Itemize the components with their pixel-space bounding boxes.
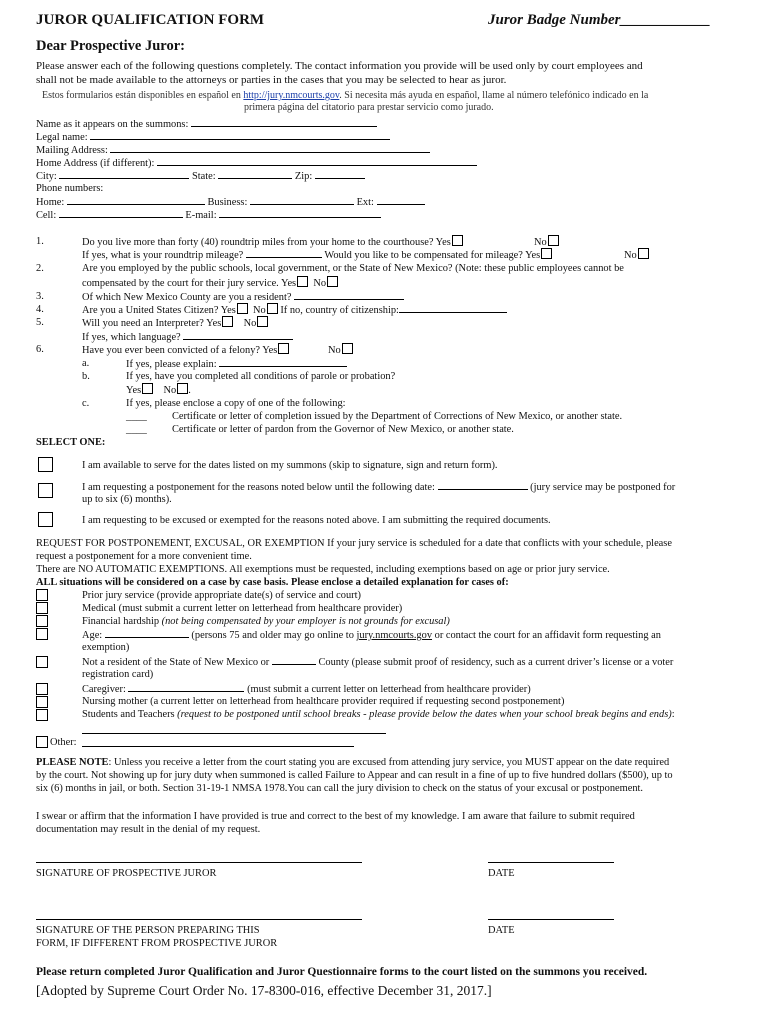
spanish-notice-line-1: Estos formularios están disponibles en español en http://jury.nmcourts.gov. Si necesita más ayuda en español, llame al número telefónico indicado en la — [42, 90, 649, 101]
reason-age: Age: (persons 75 and older may go online to jury.nmcourts.gov or contact the court for an affidavit form requesting an — [82, 630, 661, 641]
ext-input[interactable] — [377, 195, 425, 205]
home-phone-label: Home: — [36, 197, 65, 208]
return-instructions: Please return completed Juror Qualification and Juror Questionnaire forms to the court listed on the summons you received. — [36, 966, 648, 978]
q2-no-checkbox[interactable] — [327, 276, 338, 287]
reason-prior-service-checkbox[interactable] — [36, 589, 48, 601]
age-website-link[interactable]: jury.nmcourts.gov — [356, 630, 433, 641]
preparer-signature-label-2: FORM, IF DIFFERENT FROM PROSPECTIVE JUROR — [36, 938, 278, 949]
reason-other: Other: — [50, 737, 77, 748]
mileage-input[interactable] — [246, 248, 322, 258]
q4-yes-checkbox[interactable] — [237, 303, 248, 314]
select-postpone-text-2: up to six (6) months). — [82, 494, 172, 505]
ext-label: Ext: — [356, 197, 374, 208]
affirm-line-2: documentation may result in the denial of my request. — [36, 824, 261, 835]
name-label: Name as it appears on the summons: — [36, 119, 189, 130]
q5-no-checkbox[interactable] — [257, 316, 268, 327]
caregiver-input[interactable] — [128, 682, 244, 692]
question-5-number: 5. — [36, 317, 44, 328]
select-available-checkbox[interactable] — [38, 457, 53, 472]
business-phone-label: Business: — [207, 197, 248, 208]
q6c-blank-1[interactable]: ____ — [126, 411, 147, 422]
question-3: Of which New Mexico County are you a resident? — [82, 290, 404, 304]
q6a: If yes, please explain: — [126, 357, 347, 371]
request-line-4: ALL situations will be considered on a case by case basis. Please enclose a detailed explanation for cases of: — [36, 577, 509, 588]
q1-compensate-no-checkbox[interactable] — [638, 248, 649, 259]
mailing-address-row — [36, 143, 430, 157]
reason-caregiver: Caregiver: (must submit a current letter on letterhead from healthcare provider) — [82, 684, 531, 695]
email-label: E-mail: — [185, 210, 217, 221]
select-available-text: I am available to serve for the dates listed on my summons (skip to signature, sign and return form). — [82, 460, 498, 471]
reason-nursing: Nursing mother (a current letter on letterhead from healthcare provider required if requesting second postponement) — [82, 696, 565, 707]
q6c: If yes, please enclose a copy of one of the following: — [126, 398, 346, 409]
q6b-answer: Yes No . — [126, 385, 191, 396]
reason-medical-checkbox[interactable] — [36, 602, 48, 614]
question-4-number: 4. — [36, 304, 44, 315]
q6c-blank-2[interactable]: ____ — [126, 424, 147, 435]
zip-label: Zip: — [294, 171, 313, 182]
adoption-note: [Adopted by Supreme Court Order No. 17-8300-016, effective December 31, 2017.] — [36, 983, 492, 998]
please-note-line-2: by the court. Not showing up for jury duty when summoned is called Failure to Appear and can result in a fine of up to five hundred dollars ($500), up to — [36, 770, 673, 781]
request-line-1: REQUEST FOR POSTPONEMENT, EXCUSAL, OR EXEMPTION If your jury service is scheduled for a date that conflicts with your schedule, please — [36, 538, 672, 549]
jury-website-link[interactable]: http://jury.nmcourts.gov — [243, 90, 340, 101]
question-5: Will you need an Interpreter? Yes No — [82, 316, 268, 330]
q6b-no-checkbox[interactable] — [177, 383, 188, 394]
mailing-address-label: Mailing Address: — [36, 145, 108, 156]
county-residency-input[interactable] — [272, 655, 316, 665]
intro-line-1: Please answer each of the following questions completely. The contact information you provide will be used only by court employees and — [36, 60, 643, 72]
q1-compensate-yes-checkbox[interactable] — [541, 248, 552, 259]
cell-email-row — [36, 208, 381, 222]
spanish-notice-line-2: primera página del citatorio para prestar servicio como jurado. — [244, 102, 494, 113]
email-input[interactable] — [219, 208, 381, 218]
name-input[interactable] — [191, 117, 377, 127]
reason-nonresident-cont: registration card) — [82, 669, 154, 680]
legal-name-label: Legal name: — [36, 132, 88, 143]
reason-age-cont: exemption) — [82, 642, 130, 653]
question-1-mileage: If yes, what is your roundtrip mileage? Would you like to be compensated for mileage? Yes — [82, 248, 552, 262]
question-1-number: 1. — [36, 236, 44, 247]
reason-financial-checkbox[interactable] — [36, 615, 48, 627]
age-input[interactable] — [105, 628, 189, 638]
q6-no: No — [328, 343, 353, 357]
preparer-date-label: DATE — [488, 925, 515, 936]
citizenship-input[interactable] — [399, 303, 507, 313]
question-2-cont: compensated by the court for their jury service. Yes No — [82, 276, 338, 290]
question-2: Are you employed by the public schools, local government, or the State of New Mexico? (Note: these public employees cannot be — [82, 263, 624, 274]
q1-yes-checkbox[interactable] — [452, 235, 463, 246]
select-one-heading: SELECT ONE: — [36, 437, 106, 448]
q6-no-checkbox[interactable] — [342, 343, 353, 354]
q6b: If yes, have you completed all conditions of parole or probation? — [126, 371, 396, 382]
legal-name-row — [36, 130, 390, 144]
reason-medical: Medical (must submit a current letter on letterhead from healthcare provider) — [82, 603, 403, 614]
language-input[interactable] — [183, 330, 293, 340]
request-line-2: request a postponement for a more convenient time. — [36, 551, 252, 562]
q4-no-checkbox[interactable] — [267, 303, 278, 314]
phone-row — [36, 195, 425, 209]
county-input[interactable] — [294, 290, 404, 300]
q1-no-checkbox[interactable] — [548, 235, 559, 246]
reason-other-checkbox[interactable] — [36, 736, 48, 748]
intro-line-2: shall not be made available to the attorneys or parties in the cases that you may be selected to hear as juror. — [36, 74, 507, 86]
home-address-input[interactable] — [157, 156, 477, 166]
juror-signature-line[interactable] — [36, 862, 362, 863]
select-excuse-text: I am requesting to be excused or exempted for the reasons noted above. I am submitting the required documents. — [82, 515, 551, 526]
q6c-option-2: Certificate or letter of pardon from the Governor of New Mexico, or another state. — [172, 424, 514, 435]
mailing-address-input[interactable] — [110, 143, 430, 153]
question-3-number: 3. — [36, 291, 44, 302]
home-address-label: Home Address (if different): — [36, 158, 155, 169]
q6b-letter: b. — [82, 371, 90, 382]
badge-number-blank[interactable]: ____________ — [620, 12, 711, 28]
reason-nonresident: Not a resident of the State of New Mexico or County (please submit proof of residency, such as a current driver’s license or a voter — [82, 657, 674, 668]
reason-prior-service: Prior jury service (provide appropriate date(s) of service and court) — [82, 590, 361, 601]
reason-nonresident-checkbox[interactable] — [36, 656, 48, 668]
affirm-line-1: I swear or affirm that the information I have provided is true and correct to the best of my knowledge. I am aware that failure to submit required — [36, 811, 635, 822]
phone-numbers-label: Phone numbers: — [36, 183, 104, 194]
preparer-signature-line[interactable] — [36, 919, 362, 920]
other-reason-line[interactable] — [82, 746, 354, 747]
select-excuse-checkbox[interactable] — [38, 512, 53, 527]
q6b-yes-checkbox[interactable] — [142, 383, 153, 394]
felony-explain-input[interactable] — [219, 357, 347, 367]
reason-students: Students and Teachers (request to be postponed until school breaks - please provide below the dates when your school break begins and ends): — [82, 709, 675, 720]
q2-yes-checkbox[interactable] — [297, 276, 308, 287]
preparer-date-line[interactable] — [488, 919, 614, 920]
home-phone-input[interactable] — [67, 195, 205, 205]
juror-date-label: DATE — [488, 868, 515, 879]
juror-signature-label: SIGNATURE OF PROSPECTIVE JUROR — [36, 868, 217, 879]
state-label: State: — [192, 171, 216, 182]
q5-yes-checkbox[interactable] — [222, 316, 233, 327]
postpone-date-input[interactable] — [438, 480, 528, 490]
q6a-letter: a. — [82, 358, 90, 369]
name-field-row — [36, 117, 377, 131]
reason-students-checkbox[interactable] — [36, 709, 48, 721]
question-5-language: If yes, which language? — [82, 330, 293, 344]
city-input[interactable] — [59, 169, 189, 179]
city-label: City: — [36, 171, 57, 182]
cell-input[interactable] — [59, 208, 183, 218]
question-6-number: 6. — [36, 344, 44, 355]
reason-age-checkbox[interactable] — [36, 628, 48, 640]
form-title: JUROR QUALIFICATION FORM — [36, 12, 265, 28]
reason-financial: Financial hardship (not being compensated by your employer is not grounds for excusal) — [82, 616, 450, 627]
question-1: Do you live more than forty (40) roundtrip miles from your home to the courthouse? Yes — [82, 235, 463, 249]
preparer-signature-label-1: SIGNATURE OF THE PERSON PREPARING THIS — [36, 925, 260, 936]
request-line-3: There are NO AUTOMATIC EXEMPTIONS. All exemptions must be requested, including exemptions based on age or prior jury service. — [36, 564, 610, 575]
greeting: Dear Prospective Juror: — [36, 38, 185, 54]
please-note-line-1: PLEASE NOTE: Unless you receive a letter from the court stating you are excused from attending jury service, you MUST appear on the date required — [36, 757, 670, 768]
cell-label: Cell: — [36, 210, 57, 221]
badge-number-label: Juror Badge Number____________ — [488, 12, 711, 28]
q6c-letter: c. — [82, 398, 90, 409]
city-state-zip-row — [36, 169, 365, 183]
please-note-line-3: six (6) months in jail, or both. Section 31-19-1 NMSA 1978.You can call the jury division to check on the status of your excusal or postponement. — [36, 783, 644, 794]
q6c-option-1: Certificate or letter of completion issued by the Department of Corrections of New Mexico, or another state. — [172, 411, 623, 422]
q1-no: No — [534, 235, 559, 249]
school-break-dates-line[interactable] — [82, 733, 386, 734]
select-postpone-text: I am requesting a postponement for the reasons noted below until the following date: (jury service may be postponed for — [82, 482, 676, 493]
juror-date-line[interactable] — [488, 862, 614, 863]
home-address-row — [36, 156, 477, 170]
state-input[interactable] — [218, 169, 292, 179]
question-4: Are you a United States Citizen? Yes No If no, country of citizenship: — [82, 303, 507, 317]
legal-name-input[interactable] — [90, 130, 390, 140]
select-postpone-checkbox[interactable] — [38, 483, 53, 498]
q1-compensate-no: No — [624, 248, 649, 262]
reason-caregiver-checkbox[interactable] — [36, 683, 48, 695]
q6-yes-checkbox[interactable] — [278, 343, 289, 354]
zip-input[interactable] — [315, 169, 365, 179]
business-phone-input[interactable] — [250, 195, 354, 205]
reason-nursing-checkbox[interactable] — [36, 696, 48, 708]
question-6: Have you ever been convicted of a felony? Yes — [82, 343, 289, 357]
question-2-number: 2. — [36, 263, 44, 274]
